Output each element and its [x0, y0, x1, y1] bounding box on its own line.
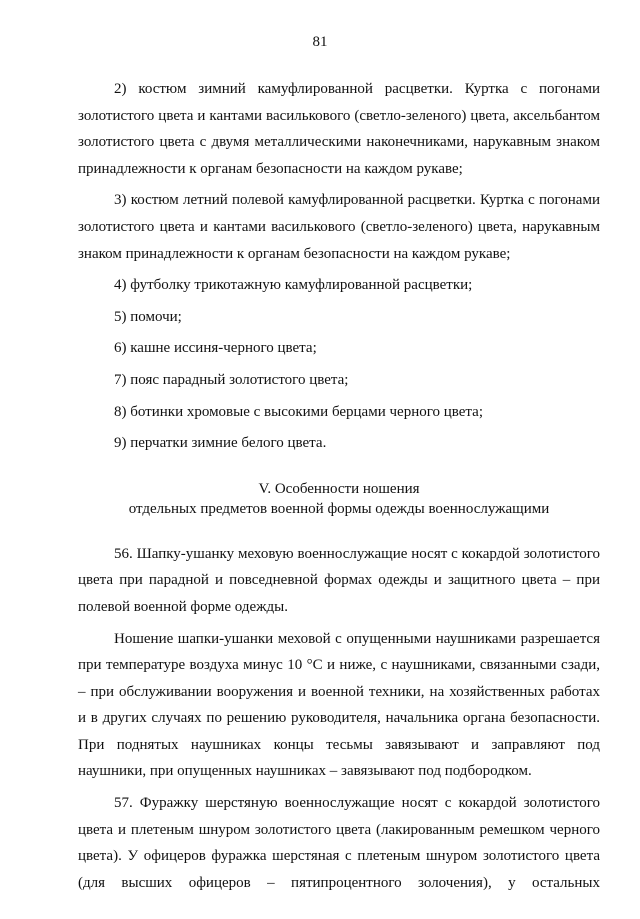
- paragraph-earflaps: Ношение шапки-ушанки меховой с опущенными наушниками разрешается при температуре воздуха минус 10 °С и ниже, с наушниками, связанными сзади, – при обслуживании вооружения и военной техники, на хозяйственных работах и в других случаях по решению руководителя, начальника органа безопасности. При поднятых наушниках концы тесьмы завязывают и заправляют под наушники, при опущенных наушниках – завязывают под подбородком.: [78, 630, 600, 780]
- list-item: 9) перчатки зимние белого цвета.: [114, 435, 327, 452]
- section-paragraphs: [78, 541, 600, 897]
- list-item: 8) ботинки хромовые с высокими берцами черного цвета;: [114, 403, 483, 420]
- section-heading: [78, 479, 600, 519]
- list-item: 3) костюм летний полевой камуфлированной расцветки. Куртка с погонами золотистого цвета и кантами василькового (светло-зеленого) цвета, нарукавным знаком принадлежности к органам безопасности на каждом рукаве;: [78, 192, 600, 262]
- list-item: 7) пояс парадный золотистого цвета;: [114, 371, 349, 388]
- list-item: 2) костюм зимний камуфлированной расцветки. Куртка с погонами золотистого цвета и кантами василькового (светло-зеленого) цвета, аксельбантом золотистого цвета с двумя металлическими наконечниками, нарукавным знаком принадлежности к органам безопасности на каждом рукаве;: [78, 81, 600, 177]
- document-body: [78, 76, 600, 896]
- list-item: 6) кашне иссиня-черного цвета;: [114, 340, 317, 357]
- list-item: 5) помочи;: [114, 308, 182, 325]
- paragraph-57: 57. Фуражку шерстяную военнослужащие носят с кокардой золотистого цвета и плетеным шнуром золотистого цвета (лакированным ремешком черного цвета). У офицеров фуражка шерстяная с плетеным шнуром золотистого цвета (для высших офицеров – пятипроцентного золочения), у остальных: [78, 795, 600, 891]
- section-title-line-2: отдельных предметов военной формы одежды военнослужащими: [128, 500, 550, 517]
- paragraph-56: 56. Шапку-ушанку меховую военнослужащие носят с кокардой золотистого цвета при парадной и повседневной формах одежды и защитного цвета – при полевой военной форме одежды.: [78, 545, 600, 615]
- page-number: 81: [312, 34, 328, 50]
- list-item: 4) футболку трикотажную камуфлированной расцветки;: [114, 277, 473, 294]
- section-title-line-1: V. Особенности ношения: [258, 480, 420, 497]
- uniform-item-list: [78, 76, 600, 457]
